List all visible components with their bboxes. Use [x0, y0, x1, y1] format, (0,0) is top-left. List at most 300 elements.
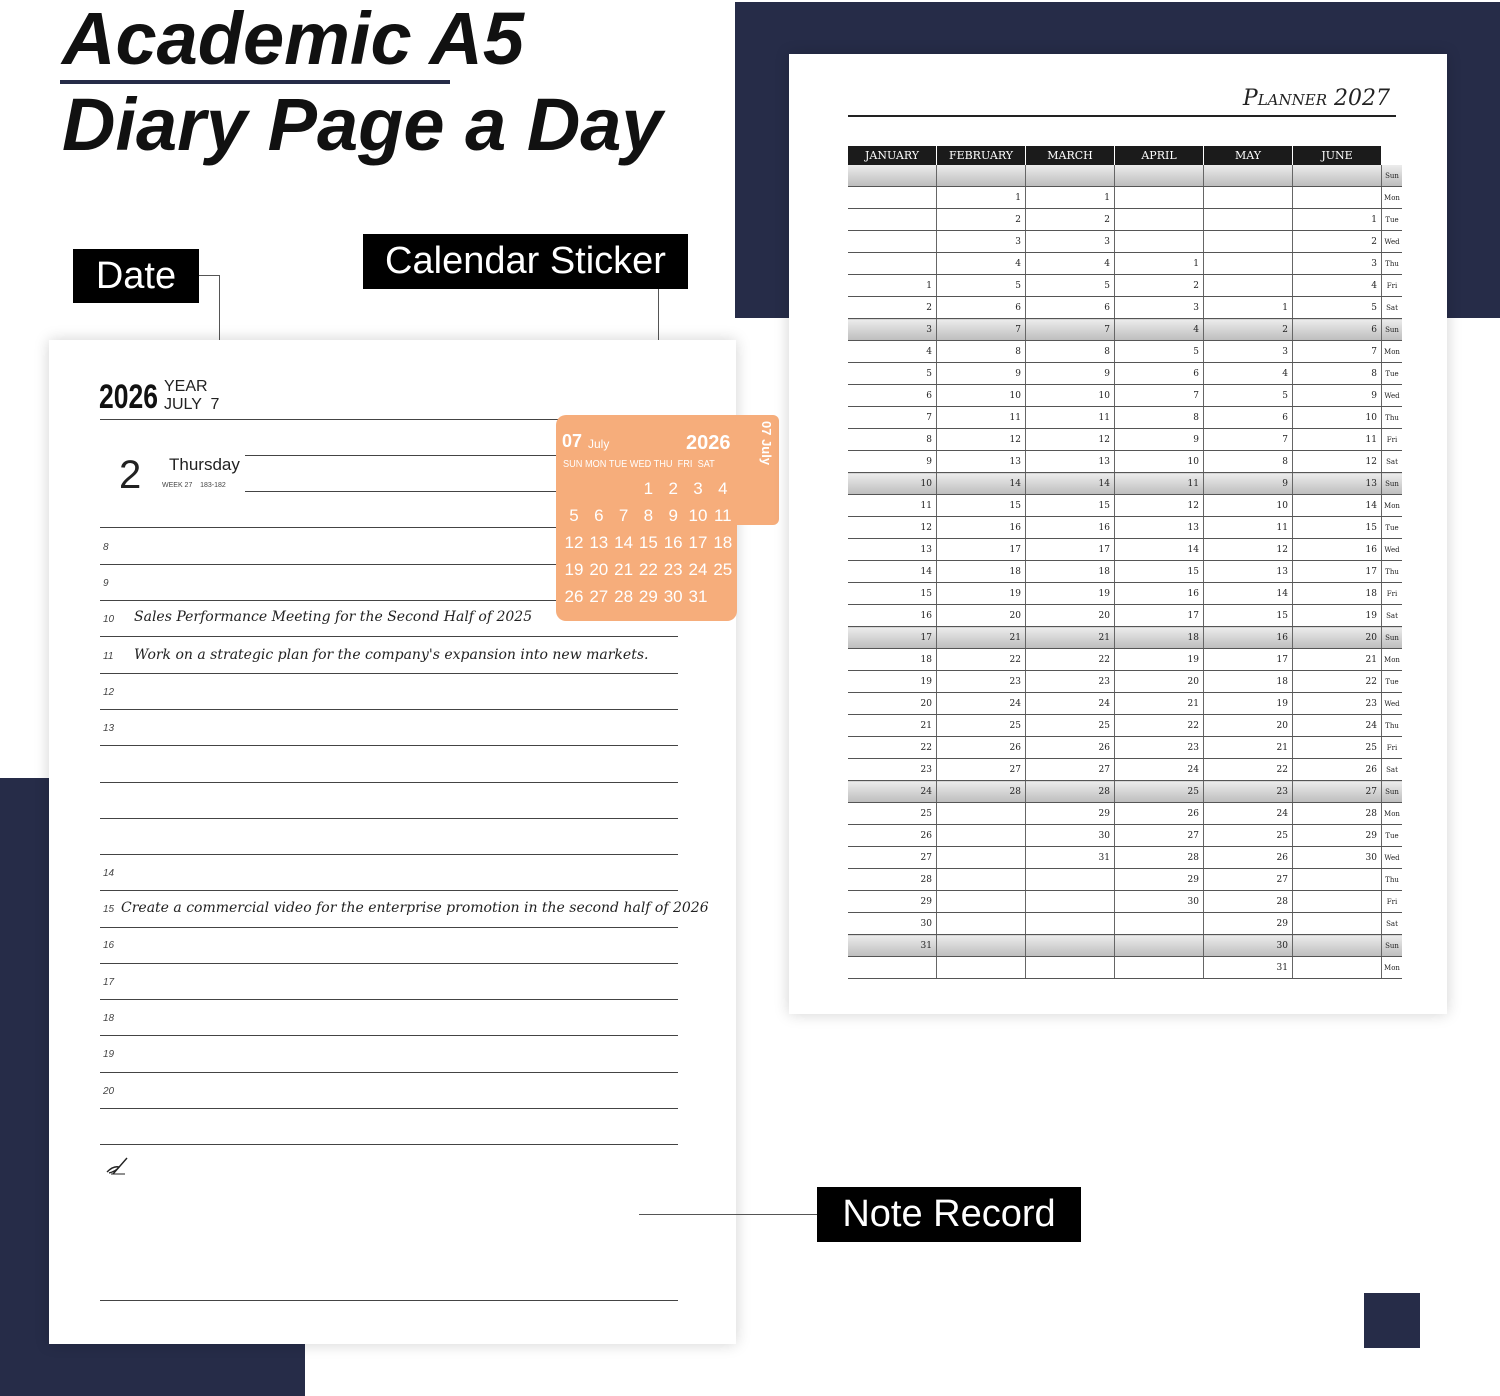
weekday-cell: Thu — [1382, 869, 1403, 891]
diary-rule — [100, 999, 678, 1000]
sticker-tab-text: 07 July — [759, 421, 774, 466]
weekday-cell: Mon — [1382, 957, 1403, 979]
day-cell: 27 — [848, 847, 937, 869]
day-cell — [937, 803, 1026, 825]
planner-page — [789, 54, 1447, 1014]
planner-row — [848, 671, 1402, 693]
day-cell: 18 — [1026, 561, 1115, 583]
day-cell: 26 — [1115, 803, 1204, 825]
planner-row — [848, 781, 1402, 803]
day-cell — [937, 891, 1026, 913]
day-cell: 13 — [937, 451, 1026, 473]
day-cell: 21 — [848, 715, 937, 737]
day-cell: 28 — [937, 781, 1026, 803]
diary-rule — [100, 963, 678, 964]
day-cell: 11 — [1204, 517, 1293, 539]
day-cell: 4 — [1026, 253, 1115, 275]
day-cell: 23 — [937, 671, 1026, 693]
planner-title: Planner 2027 — [1242, 86, 1390, 111]
sticker-day: 8 — [643, 506, 654, 525]
day-cell — [1115, 187, 1204, 209]
day-cell: 14 — [1115, 539, 1204, 561]
day-cell: 7 — [1293, 341, 1382, 363]
day-cell — [1115, 165, 1204, 187]
month-header: FEBRUARY — [937, 146, 1026, 165]
day-cell: 18 — [1293, 583, 1382, 605]
pen-signature-icon — [105, 1154, 131, 1176]
day-cell: 21 — [1115, 693, 1204, 715]
sticker-day: 27 — [589, 587, 609, 606]
entry-11: Work on a strategic plan for the company's expansion into new markets. — [134, 647, 649, 663]
day-cell: 17 — [1115, 605, 1204, 627]
day-cell: 4 — [1115, 319, 1204, 341]
sticker-day: 13 — [589, 533, 609, 552]
day-cell: 18 — [937, 561, 1026, 583]
day-cell: 28 — [1204, 891, 1293, 913]
date-connector-h — [199, 275, 219, 276]
planner-row — [848, 451, 1402, 473]
day-cell: 19 — [1204, 693, 1293, 715]
diary-weekday: Thursday — [169, 455, 240, 474]
planner-row — [848, 627, 1402, 649]
planner-row — [848, 231, 1402, 253]
day-cell — [1204, 209, 1293, 231]
day-cell: 9 — [1026, 363, 1115, 385]
month-header: JANUARY — [848, 146, 937, 165]
diary-month-day: JULY 7 — [164, 396, 220, 413]
sticker-day: 25 — [713, 560, 733, 579]
day-cell: 2 — [1026, 209, 1115, 231]
day-cell: 21 — [937, 627, 1026, 649]
day-cell: 12 — [848, 517, 937, 539]
navy-square-decor — [1364, 1293, 1420, 1348]
month-header: MARCH — [1026, 146, 1115, 165]
day-cell: 17 — [937, 539, 1026, 561]
planner-title-rule — [848, 115, 1396, 117]
day-cell — [937, 935, 1026, 957]
day-cell: 14 — [848, 561, 937, 583]
weekday-cell: Sat — [1382, 297, 1403, 319]
diary-year: 2026 — [99, 378, 158, 416]
day-cell: 30 — [1293, 847, 1382, 869]
diary-day-number: 2 — [119, 453, 142, 497]
diary-rule — [100, 782, 678, 783]
day-cell — [1026, 165, 1115, 187]
diary-rule — [100, 927, 678, 928]
day-cell: 1 — [1026, 187, 1115, 209]
day-cell: 5 — [937, 275, 1026, 297]
day-cell: 2 — [1204, 319, 1293, 341]
sticker-day: 26 — [564, 587, 584, 606]
day-cell: 17 — [1293, 561, 1382, 583]
day-cell — [1115, 231, 1204, 253]
sticker-days-header: SUN MON TUE WED THU FRI SAT — [563, 459, 715, 470]
planner-row — [848, 165, 1402, 187]
sticker-day: 2 — [668, 479, 678, 498]
day-cell: 21 — [1204, 737, 1293, 759]
day-cell: 17 — [1204, 649, 1293, 671]
day-cell: 8 — [1204, 451, 1293, 473]
day-cell: 9 — [1293, 385, 1382, 407]
day-cell: 17 — [848, 627, 937, 649]
planner-row — [848, 187, 1402, 209]
day-cell: 22 — [1026, 649, 1115, 671]
diary-rule — [100, 1144, 678, 1145]
day-cell — [1293, 187, 1382, 209]
calendar-sticker — [556, 415, 737, 621]
weekday-header — [1382, 146, 1403, 165]
planner-row — [848, 649, 1402, 671]
sticker-day: 1 — [643, 479, 654, 498]
day-cell — [848, 187, 937, 209]
planner-row — [848, 341, 1402, 363]
diary-rule — [100, 636, 678, 637]
day-cell: 11 — [848, 495, 937, 517]
day-cell: 22 — [1293, 671, 1382, 693]
day-cell: 12 — [1204, 539, 1293, 561]
day-cell: 3 — [1026, 231, 1115, 253]
planner-row — [848, 385, 1402, 407]
day-cell: 10 — [1026, 385, 1115, 407]
day-cell: 19 — [1026, 583, 1115, 605]
day-cell: 21 — [1026, 627, 1115, 649]
planner-row — [848, 825, 1402, 847]
day-cell — [848, 253, 937, 275]
day-cell: 11 — [937, 407, 1026, 429]
day-cell: 31 — [848, 935, 937, 957]
day-cell — [1026, 913, 1115, 935]
weekday-cell: Mon — [1382, 341, 1403, 363]
day-cell: 8 — [848, 429, 937, 451]
weekday-cell: Fri — [1382, 429, 1403, 451]
hour-label: 11 — [103, 651, 114, 662]
day-cell: 10 — [937, 385, 1026, 407]
sticker-month-num: 07 — [562, 431, 583, 451]
diary-year-word: YEAR — [164, 378, 208, 395]
day-cell: 30 — [1115, 891, 1204, 913]
day-cell: 14 — [1026, 473, 1115, 495]
day-cell: 25 — [1204, 825, 1293, 847]
sticker-day: 18 — [713, 533, 733, 552]
day-cell: 15 — [1115, 561, 1204, 583]
hour-label: 17 — [103, 977, 115, 988]
day-cell: 30 — [1204, 935, 1293, 957]
diary-rule — [100, 890, 678, 891]
hour-label: 10 — [103, 614, 115, 625]
day-cell: 21 — [1293, 649, 1382, 671]
hour-label: 15 — [103, 904, 115, 915]
weekday-cell: Sun — [1382, 473, 1403, 495]
weekday-cell: Sun — [1382, 319, 1403, 341]
day-cell: 14 — [1293, 495, 1382, 517]
month-header: MAY — [1204, 146, 1293, 165]
planner-row — [848, 759, 1402, 781]
day-cell: 24 — [848, 781, 937, 803]
day-cell: 19 — [1293, 605, 1382, 627]
weekday-cell: Wed — [1382, 693, 1403, 715]
sticker-day: 21 — [614, 560, 634, 579]
day-cell: 28 — [1293, 803, 1382, 825]
sticker-day: 19 — [564, 560, 584, 579]
day-cell — [1115, 957, 1204, 979]
weekday-cell: Sat — [1382, 759, 1403, 781]
weekday-cell: Wed — [1382, 231, 1403, 253]
day-cell: 10 — [1204, 495, 1293, 517]
diary-rule — [100, 1108, 678, 1109]
day-cell: 27 — [937, 759, 1026, 781]
day-cell — [1115, 935, 1204, 957]
planner-row — [848, 561, 1402, 583]
day-cell: 10 — [1115, 451, 1204, 473]
day-cell: 17 — [1026, 539, 1115, 561]
day-cell: 15 — [937, 495, 1026, 517]
weekday-cell: Thu — [1382, 715, 1403, 737]
day-cell: 28 — [848, 869, 937, 891]
day-cell: 16 — [1293, 539, 1382, 561]
day-cell — [1204, 231, 1293, 253]
planner-row — [848, 275, 1402, 297]
planner-row — [848, 253, 1402, 275]
day-cell: 6 — [848, 385, 937, 407]
diary-rule — [100, 745, 678, 746]
day-cell — [1293, 935, 1382, 957]
day-cell: 30 — [1026, 825, 1115, 847]
weekday-cell: Wed — [1382, 385, 1403, 407]
day-cell — [1204, 253, 1293, 275]
planner-row — [848, 429, 1402, 451]
planner-row — [848, 407, 1402, 429]
day-cell: 25 — [848, 803, 937, 825]
day-cell: 22 — [937, 649, 1026, 671]
day-cell: 11 — [1293, 429, 1382, 451]
day-cell: 20 — [1115, 671, 1204, 693]
day-cell: 18 — [1115, 627, 1204, 649]
planner-row — [848, 209, 1402, 231]
day-cell: 6 — [1204, 407, 1293, 429]
day-cell: 7 — [1204, 429, 1293, 451]
hour-label: 14 — [103, 868, 115, 879]
day-cell: 26 — [848, 825, 937, 847]
day-cell: 1 — [1293, 209, 1382, 231]
day-cell: 20 — [1293, 627, 1382, 649]
day-cell: 20 — [1204, 715, 1293, 737]
day-cell: 22 — [1115, 715, 1204, 737]
day-cell: 30 — [848, 913, 937, 935]
day-cell: 19 — [848, 671, 937, 693]
sticker-day: 7 — [618, 506, 629, 525]
day-cell — [1115, 209, 1204, 231]
day-cell: 6 — [1115, 363, 1204, 385]
planner-row — [848, 803, 1402, 825]
planner-row — [848, 605, 1402, 627]
sticker-day: 11 — [713, 506, 732, 525]
day-cell: 6 — [1026, 297, 1115, 319]
day-cell: 2 — [1115, 275, 1204, 297]
day-cell: 1 — [848, 275, 937, 297]
weekday-cell: Sun — [1382, 627, 1403, 649]
day-cell: 4 — [937, 253, 1026, 275]
day-cell: 15 — [1026, 495, 1115, 517]
hour-label: 9 — [103, 578, 109, 589]
day-cell: 29 — [1026, 803, 1115, 825]
hour-label: 20 — [103, 1086, 115, 1097]
day-cell — [1026, 957, 1115, 979]
day-cell: 27 — [1026, 759, 1115, 781]
day-cell: 1 — [1115, 253, 1204, 275]
day-cell: 25 — [1115, 781, 1204, 803]
day-cell: 23 — [1293, 693, 1382, 715]
day-cell: 3 — [1293, 253, 1382, 275]
diary-rule — [100, 854, 678, 855]
weekday-cell: Fri — [1382, 891, 1403, 913]
day-cell: 2 — [848, 297, 937, 319]
planner-body — [848, 165, 1402, 979]
day-cell — [937, 847, 1026, 869]
day-cell: 18 — [848, 649, 937, 671]
diary-rule — [100, 1035, 678, 1036]
sticker-day: 28 — [614, 587, 634, 606]
day-cell: 28 — [1026, 781, 1115, 803]
day-cell: 8 — [1115, 407, 1204, 429]
day-cell: 23 — [1204, 781, 1293, 803]
planner-row — [848, 363, 1402, 385]
entry-10: Sales Performance Meeting for the Second Half of 2025 — [134, 609, 533, 625]
day-cell: 4 — [848, 341, 937, 363]
day-cell: 7 — [848, 407, 937, 429]
planner-row — [848, 473, 1402, 495]
day-cell: 5 — [1204, 385, 1293, 407]
weekday-cell: Sat — [1382, 913, 1403, 935]
day-cell: 5 — [848, 363, 937, 385]
day-cell: 13 — [1204, 561, 1293, 583]
day-cell — [1293, 913, 1382, 935]
day-cell: 19 — [1115, 649, 1204, 671]
planner-row — [848, 737, 1402, 759]
day-cell: 10 — [848, 473, 937, 495]
day-cell: 12 — [1026, 429, 1115, 451]
diary-rule — [245, 455, 565, 456]
note-record-connector — [639, 1214, 817, 1215]
weekday-cell: Tue — [1382, 517, 1403, 539]
weekday-cell: Sun — [1382, 935, 1403, 957]
hour-label: 19 — [103, 1049, 115, 1060]
day-cell — [937, 825, 1026, 847]
day-cell — [848, 957, 937, 979]
day-cell: 5 — [1026, 275, 1115, 297]
weekday-cell: Fri — [1382, 275, 1403, 297]
day-cell — [1115, 913, 1204, 935]
planner-row — [848, 693, 1402, 715]
sticker-day: 10 — [688, 506, 708, 525]
sticker-day: 20 — [589, 560, 609, 579]
sticker-day: 17 — [688, 533, 708, 552]
heading-line-2: Diary Page a Day — [62, 83, 663, 166]
day-cell: 29 — [1293, 825, 1382, 847]
day-cell — [1293, 869, 1382, 891]
day-cell: 26 — [937, 737, 1026, 759]
planner-row — [848, 869, 1402, 891]
diary-rule — [100, 818, 678, 819]
weekday-cell: Sat — [1382, 451, 1403, 473]
day-cell: 27 — [1204, 869, 1293, 891]
day-cell: 5 — [1115, 341, 1204, 363]
day-cell: 2 — [937, 209, 1026, 231]
day-cell: 31 — [1204, 957, 1293, 979]
day-cell — [1293, 957, 1382, 979]
sticker-day: 3 — [693, 479, 703, 498]
day-cell — [937, 165, 1026, 187]
day-cell: 8 — [937, 341, 1026, 363]
day-cell: 24 — [1026, 693, 1115, 715]
day-cell: 6 — [1293, 319, 1382, 341]
planner-row — [848, 935, 1402, 957]
day-cell: 22 — [848, 737, 937, 759]
sticker-month-name: July — [588, 437, 610, 451]
weekday-cell: Mon — [1382, 649, 1403, 671]
day-cell: 3 — [848, 319, 937, 341]
day-cell: 13 — [848, 539, 937, 561]
sticker-day: 31 — [688, 587, 708, 606]
day-cell: 24 — [1293, 715, 1382, 737]
planner-row — [848, 583, 1402, 605]
day-cell: 25 — [1026, 715, 1115, 737]
day-cell — [1026, 935, 1115, 957]
day-cell: 9 — [848, 451, 937, 473]
day-cell — [848, 209, 937, 231]
day-cell: 11 — [1115, 473, 1204, 495]
day-cell — [848, 231, 937, 253]
day-cell: 20 — [1026, 605, 1115, 627]
day-cell — [1204, 275, 1293, 297]
day-cell: 12 — [1293, 451, 1382, 473]
hour-label: 8 — [103, 542, 109, 553]
month-header: JUNE — [1293, 146, 1382, 165]
sticker-day: 9 — [668, 506, 678, 525]
day-cell — [1293, 165, 1382, 187]
weekday-cell: Tue — [1382, 671, 1403, 693]
day-cell: 24 — [1204, 803, 1293, 825]
sticker-day: 14 — [614, 533, 634, 552]
sticker-day: 22 — [638, 560, 658, 579]
diary-rule — [100, 1300, 678, 1301]
day-cell: 23 — [1115, 737, 1204, 759]
hour-label: 16 — [103, 940, 115, 951]
heading-line-1: Academic A5 — [62, 0, 525, 80]
day-cell: 1 — [1204, 297, 1293, 319]
day-cell: 14 — [937, 473, 1026, 495]
weekday-cell: Wed — [1382, 539, 1403, 561]
day-cell: 9 — [1115, 429, 1204, 451]
weekday-cell: Fri — [1382, 583, 1403, 605]
day-cell: 26 — [1293, 759, 1382, 781]
day-cell: 12 — [1115, 495, 1204, 517]
note-record-callout: Note Record — [817, 1187, 1081, 1242]
planner-header-row — [848, 146, 1402, 165]
diary-rule — [100, 709, 678, 710]
weekday-cell: Mon — [1382, 803, 1403, 825]
weekday-cell: Sat — [1382, 605, 1403, 627]
day-cell: 25 — [937, 715, 1026, 737]
sticker-day: 15 — [638, 533, 658, 552]
diary-rule — [245, 491, 565, 492]
day-cell: 13 — [1293, 473, 1382, 495]
diary-week-info: WEEK 27 183-182 — [162, 482, 226, 489]
day-cell: 1 — [937, 187, 1026, 209]
day-cell: 14 — [1204, 583, 1293, 605]
diary-rule — [100, 1072, 678, 1073]
day-cell: 26 — [1026, 737, 1115, 759]
weekday-cell: Mon — [1382, 187, 1403, 209]
